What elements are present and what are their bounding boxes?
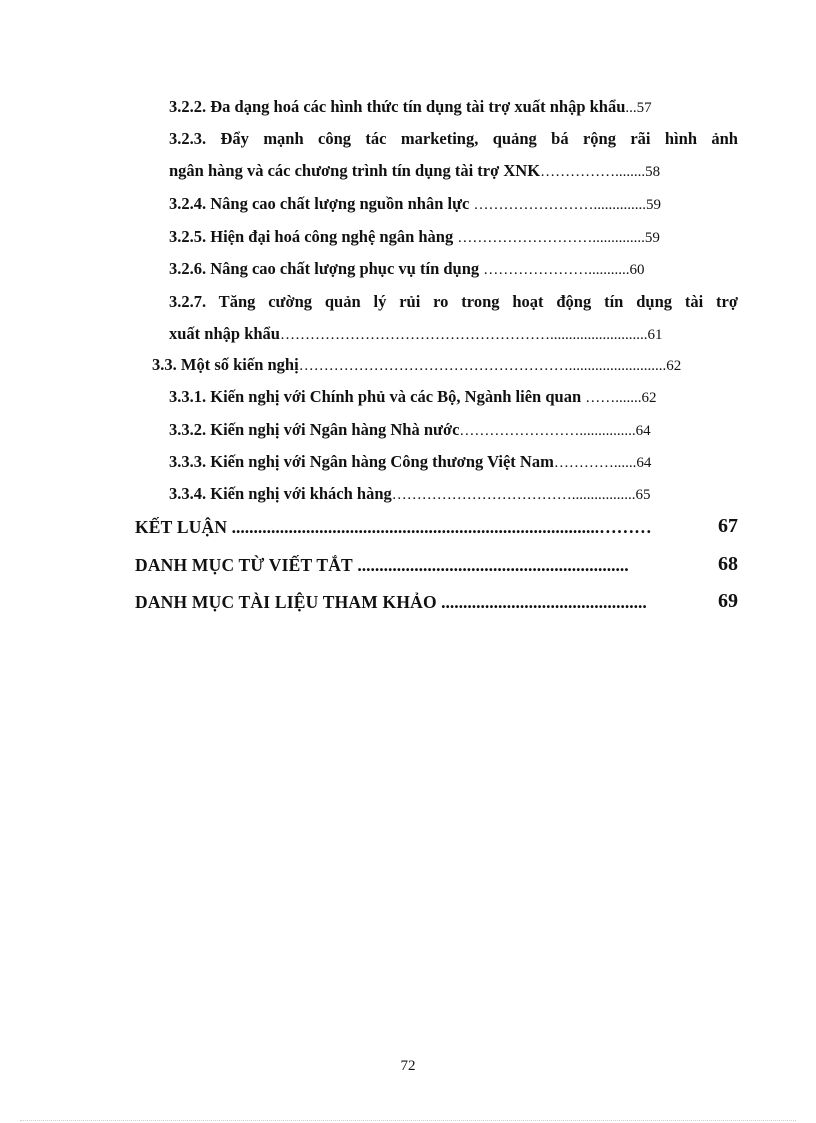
toc-page-number: 58	[645, 164, 661, 180]
toc-leader: ...	[625, 100, 637, 116]
toc-item-3-2-7-line1[interactable]	[169, 292, 738, 312]
toc-item-3-2-2[interactable]	[169, 97, 736, 117]
toc-item-3-3-4[interactable]	[169, 484, 736, 504]
toc-page-number: 59	[645, 197, 661, 213]
toc-page-number: 64	[636, 455, 652, 471]
toc-leader: ………………………………………………..........................	[298, 358, 667, 374]
toc-label: 3.3.1. Kiến nghị với Chính phủ và các Bộ, Ngành liên quan	[169, 387, 582, 406]
toc-leader: ……………………………….................	[391, 487, 636, 503]
toc-leader: ……………………..............	[473, 197, 646, 213]
toc-item-3-2-3-line1[interactable]	[169, 129, 738, 149]
toc-item-3-3-2[interactable]	[169, 420, 736, 440]
toc-leader: ……………........	[540, 164, 646, 180]
toc-leader: ……………………...............	[459, 423, 636, 439]
page-number: 72	[400, 1058, 416, 1074]
toc-page-number: 64	[635, 423, 651, 439]
toc-leader: …….......	[585, 390, 642, 406]
toc-label: 3.2.4. Nâng cao chất lượng nguồn nhân lực	[169, 194, 470, 213]
toc-label: 3.2.3. Đẩy mạnh công tác marketing, quảng bá rộng rãi hình ảnh	[169, 129, 738, 148]
toc-label: 3.3.3. Kiến nghị với Ngân hàng Công thương Việt Nam	[169, 452, 554, 471]
toc-page-number: 62	[641, 390, 657, 406]
toc-label: DANH MỤC TÀI LIỆU THAM KHẢO	[135, 592, 437, 612]
toc-leader: ...............................................	[441, 592, 647, 612]
toc-item-danh-muc-viet-tat[interactable]	[135, 555, 738, 579]
toc-item-3-2-3-line2[interactable]	[169, 161, 736, 181]
toc-page-number: 68	[718, 555, 738, 575]
toc-page-number: 62	[666, 358, 682, 374]
toc-label: DANH MỤC TỪ VIẾT TẮT	[135, 555, 353, 575]
toc-page-number: 69	[718, 592, 738, 612]
toc-item-ket-luan[interactable]	[135, 517, 738, 541]
toc-leader: ………………………………………………..........................	[279, 327, 648, 343]
toc-label: ngân hàng và các chương trình tín dụng tài trợ XNK	[169, 161, 541, 180]
toc-label: 3.2.7. Tăng cường quản lý rủi ro trong hoạt động tín dụng tài trợ	[169, 292, 738, 311]
toc-page-number: 60	[629, 262, 645, 278]
toc-label: 3.3.2. Kiến nghị với Ngân hàng Nhà nước	[169, 420, 460, 439]
toc-label: xuất nhập khẩu	[169, 324, 280, 343]
toc-label: 3.2.2. Đa dạng hoá các hình thức tín dụng tài trợ xuất nhập khẩu	[169, 97, 626, 116]
toc-item-3-3[interactable]	[152, 355, 736, 375]
toc-leader: ....................................................................................………	[231, 517, 652, 537]
toc-leader: ..............................................................	[357, 555, 629, 575]
toc-label: 3.3. Một số kiến nghị	[152, 355, 299, 374]
toc-item-3-2-5[interactable]	[169, 227, 736, 247]
toc-page-number: 57	[636, 100, 652, 116]
toc-page-number: 61	[647, 327, 663, 343]
toc-page-number: 67	[718, 517, 738, 537]
toc-item-danh-muc-tai-lieu[interactable]	[135, 592, 738, 616]
toc-leader: ………………………..............	[457, 230, 645, 246]
bottom-divider	[20, 1120, 796, 1121]
toc-item-3-3-3[interactable]	[169, 452, 736, 472]
toc-label: 3.2.5. Hiện đại hoá công nghệ ngân hàng	[169, 227, 454, 246]
toc-item-3-3-1[interactable]	[169, 387, 736, 407]
toc-item-3-2-7-line2[interactable]	[169, 324, 736, 344]
toc-label: 3.2.6. Nâng cao chất lượng phục vụ tín dụng	[169, 259, 480, 278]
toc-page-number: 59	[644, 230, 660, 246]
toc-label: 3.3.4. Kiến nghị với khách hàng	[169, 484, 392, 503]
toc-item-3-2-6[interactable]	[169, 259, 736, 279]
toc-page-number: 65	[635, 487, 651, 503]
toc-leader: …………......	[553, 455, 637, 471]
toc-item-3-2-4[interactable]	[169, 194, 736, 214]
toc-label: KẾT LUẬN	[135, 517, 228, 537]
toc-leader: …………………...........	[483, 262, 630, 278]
